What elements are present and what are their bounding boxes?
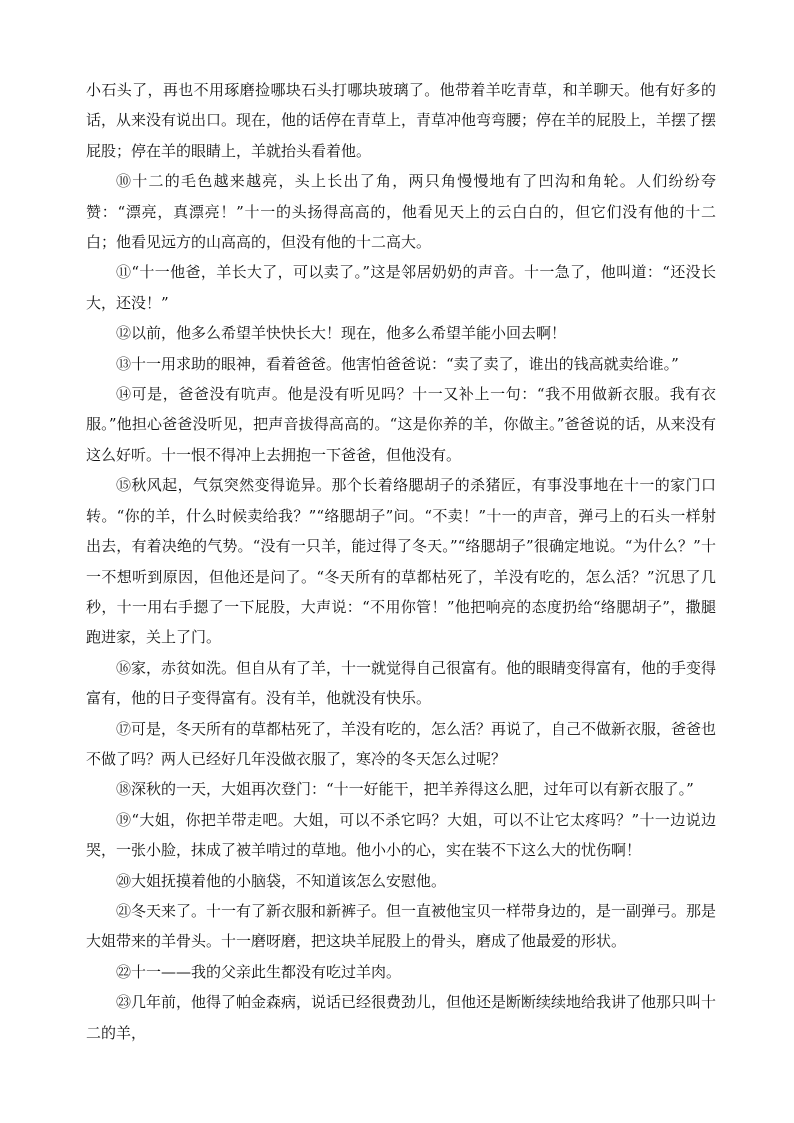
paragraph: ⑪“十一他爸，羊长大了，可以卖了。”这是邻居奶奶的声音。十一急了，他叫道：“还没长大，还没！” [86,263,716,312]
paragraph: ㉒十一——我的父亲此生都没有吃过羊肉。 [116,962,402,981]
paragraph: ⑳大姐抚摸着他的小脑袋，不知道该怎么安慰他。 [116,871,447,890]
paragraph: ⑲“大姐，你把羊带走吧。大姐，可以不杀它吗？大姐，可以不让它太疼吗？”十一边说边哭，一张小脸，抹成了被羊啃过的草地。他小小的心，实在装不下这么大的忧伤啊！ [86,810,716,860]
paragraph: ㉓几年前，他得了帕金森病，说话已经很费劲儿，但他还是断断续续地给我讲了他那只叫十二的羊， [86,993,717,1042]
paragraph: ⑬十一用求助的眼神，看着爸爸。他害怕爸爸说：“卖了卖了，谁出的钱高就卖给谁。” [116,354,679,373]
paragraph: ⑭可是，爸爸没有吭声。他是没有听见吗？十一又补上一句：“我不用做新衣服。我有衣服。”他担心爸爸没听见，把声音拔得高高的。“这是你养的羊，你做主。”爸爸说的话，从来没有这么好听。十一恨不得冲上去拥抱一下爸爸，但他没有。 [86,385,716,464]
paragraph: ⑱深秋的一天，大姐再次登门：“十一好能干，把羊养得这么肥，过年可以有新衣服了。” [116,780,694,799]
paragraph: ⑯家，赤贫如洗。但自从有了羊，十一就觉得自己很富有。他的眼睛变得富有，他的手变得富有，他的日子变得富有。没有羊，他就没有快乐。 [86,658,717,708]
paragraph: ⑩十二的毛色越来越亮，头上长出了角，两只角慢慢地有了凹沟和角轮。人们纷纷夸赞：“漂亮，真漂亮！”十一的头扬得高高的，他看见天上的云白白的，但它们没有他的十二白；他看见远方的山高高的，但没有他的十二高大。 [86,172,716,252]
paragraph: ㉑冬天来了。十一有了新衣服和新裤子。但一直被他宝贝一样带身边的，是一副弹弓。那是大姐带来的羊骨头。十一磨呀磨，把这块羊屁股上的骨头，磨成了他最爱的形状。 [86,901,717,951]
paragraph: ⑫以前，他多么希望羊快快长大！现在，他多么希望羊能小回去啊！ [116,324,567,343]
paragraph: ⑰可是，冬天所有的草都枯死了，羊没有吃的，怎么活？再说了，自己不做新衣服，爸爸也不做了吗？两人已经好几年没做衣服了，寒冷的冬天怎么过呢？ [86,719,717,768]
paragraph: 小石头了，再也不用琢磨捡哪块石头打哪块玻璃了。他带着羊吃青草，和羊聊天。他有好多的话，从来没有说出口。现在，他的话停在青草上，青草冲他弯弯腰；停在羊的屁股上，羊摆了摆屁股；停在羊的眼睛上，羊就抬头看着他。 [86,81,717,160]
paragraph: ⑮秋风起，气氛突然变得诡异。那个长着络腮胡子的杀猪匠，有事没事地在十一的家门口转。“你的羊，什么时候卖给我？”“络腮胡子”问。“不卖！”十一的声音，弹弓上的石头一样射出去，有着决绝的气势。“没有一只羊，能过得了冬天。”“络腮胡子”很确定地说。“为什么？”十一不想听到原因，但他还是问了。“冬天所有的草都枯死了，羊没有吃的，怎么活？”沉思了几秒，十一用右手摁了一下屁股，大声说：“不用你管！”他把响亮的态度扔给“络腮胡子”，撒腿跑进家，关上了门。 [86,476,716,647]
article-body [86,75,716,1048]
